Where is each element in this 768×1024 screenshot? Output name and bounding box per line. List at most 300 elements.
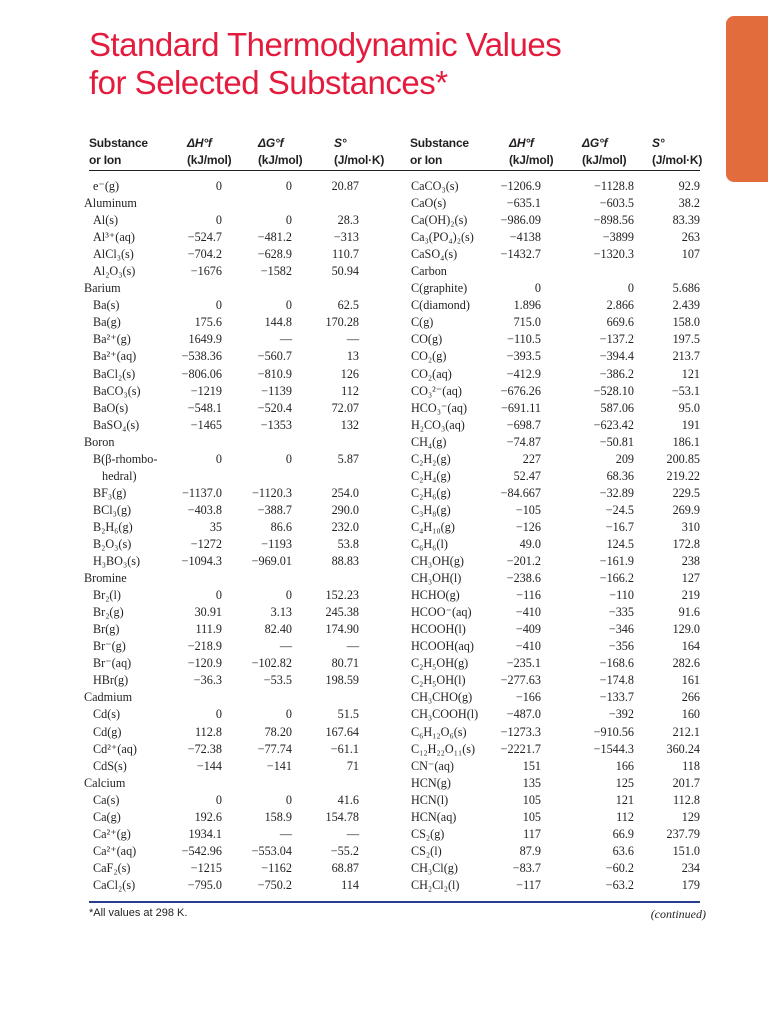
dh-value: −1094.3: [181, 554, 222, 569]
substance-name: AlCl₃(s): [93, 247, 134, 262]
dh-value: −2221.7: [500, 741, 541, 756]
header-dg-right: [582, 135, 626, 169]
dh-value: −4138: [509, 230, 541, 245]
s-value: 107: [681, 247, 700, 262]
header-dg-symbol: ΔG°f: [582, 136, 608, 150]
dh-value: 117: [523, 826, 541, 841]
dh-value: 135: [522, 775, 541, 790]
s-value: 41.6: [337, 792, 359, 807]
substance-name: HCOOH(aq): [411, 639, 474, 654]
dh-value: −986.09: [500, 213, 541, 228]
header-substance-right: [410, 135, 469, 169]
dh-value: 227: [522, 451, 541, 466]
chapter-tab: [726, 16, 768, 182]
s-value: 91.6: [678, 605, 700, 620]
continued-label: (continued): [650, 907, 706, 921]
dh-value: −410: [515, 605, 541, 620]
table-row: [409, 621, 709, 638]
dg-value: −520.4: [257, 400, 292, 415]
substance-name: B₂H₆(g): [93, 519, 133, 534]
substance-name: HCN(aq): [411, 809, 457, 824]
s-value: 151.0: [672, 843, 700, 858]
substance-name: BaO(s): [93, 400, 129, 415]
table-row: [409, 485, 709, 502]
dg-value: 158.9: [264, 809, 292, 824]
dg-value: 0: [285, 213, 292, 228]
substance-name: BaCl₂(s): [93, 366, 136, 381]
dh-value: 0: [215, 298, 222, 313]
dh-value: −412.9: [506, 366, 541, 381]
dg-value: 78.20: [264, 724, 292, 739]
substance-name: CO₂(aq): [411, 366, 452, 381]
s-value: 5.686: [672, 281, 700, 296]
substance-name: HBr(g): [93, 673, 129, 688]
dg-value: −750.2: [257, 877, 292, 892]
header-dh-symbol: ΔH°f: [509, 136, 534, 150]
dh-value: 0: [215, 179, 222, 193]
substance-name: BaSO₄(s): [93, 417, 140, 432]
s-value: 232.0: [331, 519, 359, 534]
dg-value: 209: [615, 451, 634, 466]
table-row: [80, 877, 380, 894]
table-row: [409, 706, 709, 723]
category-label: Barium: [84, 281, 121, 296]
table-row: [409, 195, 709, 212]
s-value: 28.3: [337, 213, 359, 228]
s-value: 266: [681, 690, 700, 705]
s-value: 62.5: [337, 298, 359, 313]
header-dh-unit: (kJ/mol): [187, 153, 232, 167]
dh-value: −1465: [190, 417, 222, 432]
dg-value: −166.2: [599, 571, 634, 586]
dg-value: 669.6: [606, 315, 634, 330]
dh-value: −1215: [190, 860, 222, 875]
dg-value: 0: [627, 281, 634, 296]
table-row: [80, 724, 380, 741]
table-row: [80, 178, 380, 195]
dg-value: −168.6: [599, 656, 634, 671]
dh-value: −542.96: [181, 843, 222, 858]
dg-value: −24.5: [605, 502, 634, 517]
table-row: [80, 775, 380, 792]
dh-value: −410: [515, 639, 541, 654]
dg-value: −388.7: [257, 502, 292, 517]
dg-value: −63.2: [605, 877, 634, 892]
s-value: 158.0: [672, 315, 700, 330]
table-row: [409, 672, 709, 689]
substance-name: CO(g): [411, 332, 443, 347]
dg-value: 0: [285, 451, 292, 466]
table-row: [80, 195, 380, 212]
s-value: 13: [346, 349, 359, 364]
table-row: [80, 383, 380, 400]
table-row: [409, 689, 709, 706]
dh-value: −1219: [190, 383, 222, 398]
table-row: [80, 417, 380, 434]
dh-value: −36.3: [193, 673, 222, 688]
dh-value: 105: [522, 809, 541, 824]
substance-name: Cd(g): [93, 724, 122, 739]
table-row: [409, 348, 709, 365]
dh-value: −238.6: [506, 571, 541, 586]
table-row: [409, 553, 709, 570]
substance-name: Br₂(l): [93, 588, 121, 603]
dg-value: —: [279, 332, 292, 347]
header-substance-label: Substance: [89, 136, 148, 150]
s-value: 2.439: [672, 298, 700, 313]
s-value: 237.79: [666, 826, 700, 841]
substance-name: HCO₃⁻(aq): [411, 400, 468, 415]
s-value: 245.38: [325, 605, 359, 620]
dh-value: 35: [209, 519, 222, 534]
dh-value: −635.1: [506, 196, 541, 211]
table-row: [409, 331, 709, 348]
dh-value: −116: [516, 588, 541, 603]
dg-value: −1128.8: [594, 179, 634, 193]
dg-value: −810.9: [257, 366, 292, 381]
s-value: 200.85: [666, 451, 700, 466]
header-s-left: [334, 135, 384, 169]
substance-name: Ba²⁺(g): [93, 332, 131, 347]
substance-name: CaCO₃(s): [411, 179, 459, 193]
dg-value: −3899: [602, 230, 634, 245]
substance-name: Ca(OH)₂(s): [411, 213, 468, 228]
dh-value: 0: [534, 281, 541, 296]
substance-name: Ca²⁺(g): [93, 826, 131, 841]
substance-name: C(diamond): [411, 298, 470, 313]
dg-value: 82.40: [264, 622, 292, 637]
s-value: 290.0: [331, 502, 359, 517]
table-row: [80, 604, 380, 621]
dh-value: 30.91: [194, 605, 222, 620]
s-value: 88.83: [331, 554, 359, 569]
left-table-column: [80, 178, 380, 894]
table-row: [80, 570, 380, 587]
s-value: 212.1: [672, 724, 700, 739]
dg-value: 3.13: [270, 605, 292, 620]
dh-value: −691.11: [501, 400, 541, 415]
s-value: 269.9: [672, 502, 700, 517]
s-value: 198.59: [325, 673, 359, 688]
dh-value: 1649.9: [188, 332, 222, 347]
table-row: [80, 741, 380, 758]
dg-value: 587.06: [600, 400, 634, 415]
substance-name: CH₃CHO(g): [411, 690, 473, 705]
dh-value: 0: [215, 707, 222, 722]
dh-value: −409: [515, 622, 541, 637]
substance-name: C₆H₁₂O₆(s): [411, 724, 467, 739]
footnote: *All values at 298 K.: [89, 907, 188, 919]
header-substance-left: [89, 135, 148, 169]
header-dh-left: [187, 135, 231, 169]
table-row: [80, 502, 380, 519]
table-row: [80, 297, 380, 314]
dg-value: 0: [285, 298, 292, 313]
table-row: [409, 212, 709, 229]
title-line-1: Standard Thermodynamic Values: [89, 26, 562, 63]
s-value: 129: [681, 809, 700, 824]
substance-name: C₂H₂(g): [411, 451, 451, 466]
substance-name: Al(s): [93, 213, 119, 228]
table-row: [80, 331, 380, 348]
table-row: [409, 604, 709, 621]
table-row: [80, 758, 380, 775]
dg-value: 2.866: [606, 298, 634, 313]
table-row: [409, 724, 709, 741]
substance-name: BCl₃(g): [93, 502, 132, 517]
dh-value: 0: [215, 213, 222, 228]
dg-value: −137.2: [599, 332, 634, 347]
s-value: 80.71: [331, 656, 359, 671]
table-row: [409, 502, 709, 519]
s-value: −53.1: [671, 383, 700, 398]
dh-value: −795.0: [187, 877, 222, 892]
table-row: [80, 621, 380, 638]
substance-name: H₃BO₃(s): [93, 554, 141, 569]
dg-value: −133.7: [599, 690, 634, 705]
table-row: [80, 212, 380, 229]
dg-value: −102.82: [251, 656, 292, 671]
substance-name: Ba(s): [93, 298, 120, 313]
s-value: 114: [341, 877, 359, 892]
substance-name: CH₃COOH(l): [411, 707, 479, 722]
dh-value: −72.38: [187, 741, 222, 756]
dh-value: −1137.0: [182, 485, 222, 500]
s-value: 201.7: [672, 775, 700, 790]
page-title: [89, 26, 561, 102]
dg-value: 66.9: [612, 826, 634, 841]
dh-value: −84.667: [500, 485, 541, 500]
s-value: —: [346, 332, 359, 347]
substance-name: hedral): [102, 468, 137, 483]
substance-name: CH₄(g): [411, 434, 447, 449]
substance-name: Al₂O₃(s): [93, 264, 136, 279]
substance-name: e⁻(g): [93, 179, 120, 193]
dg-value: −53.5: [263, 673, 292, 688]
substance-name: CN⁻(aq): [411, 758, 454, 773]
header-s-unit: (J/mol·K): [652, 153, 703, 167]
dh-value: 111.9: [195, 622, 222, 637]
substance-name: Ba²⁺(aq): [93, 349, 137, 364]
table-row: [80, 434, 380, 451]
dh-value: −117: [516, 877, 541, 892]
dg-value: −394.4: [599, 349, 634, 364]
table-row: [80, 792, 380, 809]
dh-value: 105: [522, 792, 541, 807]
substance-name: Al³⁺(aq): [93, 230, 135, 245]
s-value: 112.8: [673, 792, 700, 807]
dg-value: −356: [608, 639, 634, 654]
s-value: 95.0: [678, 400, 700, 415]
s-value: 254.0: [331, 485, 359, 500]
dg-value: 63.6: [612, 843, 634, 858]
table-row: [409, 741, 709, 758]
dg-value: −16.7: [605, 519, 634, 534]
substance-name: CH₃OH(l): [411, 571, 462, 586]
substance-name: CaO(s): [411, 196, 447, 211]
s-value: 186.1: [672, 434, 700, 449]
table-row: [409, 758, 709, 775]
dg-value: 86.6: [270, 519, 292, 534]
table-row: [80, 468, 380, 485]
table-row: [80, 246, 380, 263]
s-value: 129.0: [672, 622, 700, 637]
substance-name: Cd²⁺(aq): [93, 741, 137, 756]
dh-value: 87.9: [519, 843, 541, 858]
category-label: Aluminum: [84, 196, 137, 211]
dh-value: −548.1: [187, 400, 222, 415]
table-row: [409, 536, 709, 553]
table-row: [80, 672, 380, 689]
table-row: [409, 860, 709, 877]
substance-name: Br(g): [93, 622, 120, 637]
dg-value: −560.7: [257, 349, 292, 364]
s-value: 263: [681, 230, 700, 245]
s-value: −313: [333, 230, 359, 245]
dh-value: 52.47: [513, 468, 541, 483]
header-s-right: [652, 135, 702, 169]
dh-value: −806.06: [181, 366, 222, 381]
table-row: [80, 400, 380, 417]
s-value: 53.8: [337, 536, 359, 551]
substance-name: CS₂(l): [411, 843, 442, 858]
s-value: −55.2: [330, 843, 359, 858]
table-row: [80, 485, 380, 502]
dh-value: 112.8: [195, 724, 222, 739]
header-s-symbol: S°: [652, 136, 665, 150]
dg-value: −910.56: [593, 724, 634, 739]
table-row: [409, 314, 709, 331]
s-value: 83.39: [672, 213, 700, 228]
s-value: 360.24: [666, 741, 700, 756]
table-row: [409, 877, 709, 894]
dh-value: 0: [215, 792, 222, 807]
category-label: Carbon: [411, 264, 447, 279]
table-row: [409, 826, 709, 843]
dg-value: −1120.3: [252, 485, 292, 500]
category-label: Cadmium: [84, 690, 133, 705]
table-row: [409, 792, 709, 809]
substance-name: HCN(l): [411, 792, 449, 807]
dg-value: −1544.3: [593, 741, 634, 756]
table-row: [80, 366, 380, 383]
table-row: [80, 809, 380, 826]
s-value: 191: [681, 417, 700, 432]
s-value: 127: [681, 571, 700, 586]
s-value: 71: [346, 758, 359, 773]
substance-name: C₂H₄(g): [411, 468, 451, 483]
dh-value: −166: [515, 690, 541, 705]
dh-value: 1.896: [513, 298, 541, 313]
substance-name: Br⁻(aq): [93, 656, 132, 671]
s-value: 167.64: [325, 724, 359, 739]
dh-value: −1272: [190, 536, 222, 551]
dh-value: −704.2: [187, 247, 222, 262]
substance-name: CaSO₄(s): [411, 247, 458, 262]
dh-value: −393.5: [506, 349, 541, 364]
table-row: [409, 570, 709, 587]
table-row: [409, 246, 709, 263]
footer-divider: [89, 901, 700, 903]
substance-name: CS₂(g): [411, 826, 445, 841]
substance-name: C₄H₁₀(g): [411, 519, 455, 534]
substance-name: BaCO₃(s): [93, 383, 141, 398]
table-row: [80, 280, 380, 297]
table-row: [409, 263, 709, 280]
s-value: 68.87: [331, 860, 359, 875]
s-value: 170.28: [325, 315, 359, 330]
dh-value: −235.1: [506, 656, 541, 671]
s-value: 110.7: [332, 247, 359, 262]
dh-value: −1432.7: [500, 247, 541, 262]
s-value: 72.07: [331, 400, 359, 415]
dg-value: 125: [615, 775, 634, 790]
s-value: 5.87: [337, 451, 359, 466]
dg-value: 121: [615, 792, 634, 807]
dh-value: −1206.9: [500, 179, 541, 193]
dh-value: −277.63: [500, 673, 541, 688]
dh-value: −538.36: [181, 349, 222, 364]
table-row: [409, 434, 709, 451]
dg-value: −50.81: [599, 434, 634, 449]
dg-value: 112: [616, 809, 634, 824]
table-row: [80, 843, 380, 860]
table-row: [409, 655, 709, 672]
substance-name: C₆H₆(l): [411, 536, 448, 551]
dh-value: 0: [215, 588, 222, 603]
s-value: 126: [340, 366, 359, 381]
substance-name: Ca(s): [93, 792, 120, 807]
dg-value: −1139: [261, 383, 292, 398]
substance-name: C₁₂H₂₂O₁₁(s): [411, 741, 476, 756]
table-row: [80, 587, 380, 604]
dh-value: −144: [196, 758, 222, 773]
s-value: 219.22: [666, 468, 700, 483]
dg-value: 166: [615, 758, 634, 773]
substance-name: C₂H₅OH(g): [411, 656, 469, 671]
table-row: [409, 775, 709, 792]
substance-name: CH₃OH(g): [411, 554, 464, 569]
dh-value: 1934.1: [188, 826, 222, 841]
dg-value: −110: [609, 588, 634, 603]
substance-name: CH₃Cl(g): [411, 860, 458, 875]
header-substance-label: Substance: [410, 136, 469, 150]
table-row: [409, 417, 709, 434]
dh-value: −1273.3: [500, 724, 541, 739]
table-row: [80, 263, 380, 280]
s-value: 160: [681, 707, 700, 722]
table-row: [80, 706, 380, 723]
substance-name: CH₂Cl₂(l): [411, 877, 460, 892]
table-row: [409, 468, 709, 485]
category-label: Bromine: [84, 571, 127, 586]
table-row: [409, 366, 709, 383]
s-value: 238: [681, 554, 700, 569]
s-value: 213.7: [672, 349, 700, 364]
dg-value: −969.01: [251, 554, 292, 569]
table-row: [80, 451, 380, 468]
table-row: [409, 451, 709, 468]
dh-value: 151: [522, 758, 541, 773]
substance-name: Ca₃(PO₄)₂(s): [411, 230, 474, 245]
s-value: 132: [340, 417, 359, 432]
dh-value: −83.7: [512, 860, 541, 875]
substance-name: Cd(s): [93, 707, 121, 722]
dg-value: 0: [285, 179, 292, 193]
dh-value: −698.7: [506, 417, 541, 432]
s-value: 197.5: [672, 332, 700, 347]
dh-value: 715.0: [513, 315, 541, 330]
